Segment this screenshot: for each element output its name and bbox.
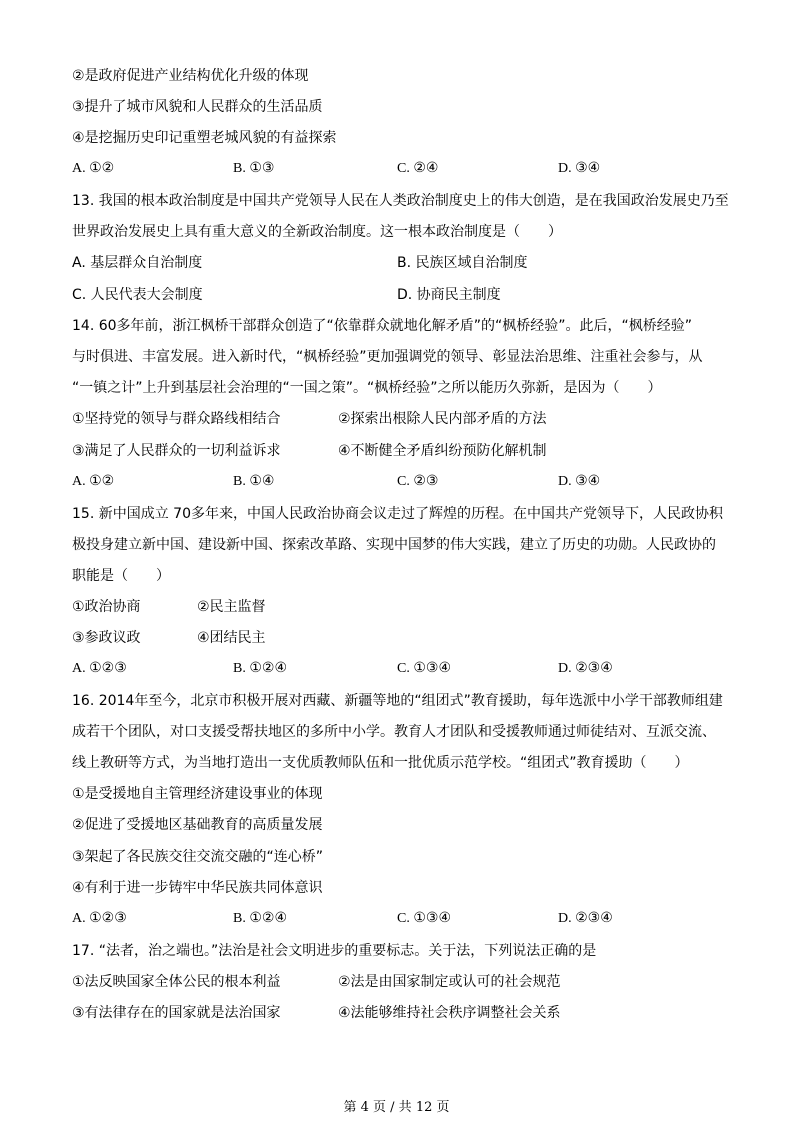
- option-d: D. ③④: [558, 161, 601, 176]
- statement: ②法是由国家制定或认可的社会规范: [338, 974, 561, 990]
- statement: ④是挖掘历史印记重塑老城风貌的有益探索: [72, 130, 337, 146]
- question-stem: 15. 新中国成立 70多年来，中国人民政治协商会议走过了辉煌的历程。在中国共产党领导下，人民政协积: [72, 506, 723, 522]
- statement: ②促进了受援地区基础教育的高质量发展: [72, 817, 323, 833]
- option-c: C. ②③: [397, 474, 439, 489]
- question-stem: 极投身建立新中国、建设新中国、探索改革路、实现中国梦的伟大实践，建立了历史的功勋。人民政协的: [72, 537, 716, 553]
- statement: ③提升了城市风貌和人民群众的生活品质: [72, 99, 323, 115]
- question-stem: 13. 我国的根本政治制度是中国共产党领导人民在人类政治制度史上的伟大创造，是在我国政治发展史乃至: [72, 193, 729, 209]
- statement: ①是受援地自主管理经济建设事业的体现: [72, 786, 323, 802]
- statement: ②是政府促进产业结构优化升级的体现: [72, 68, 309, 84]
- option-d: D. ②③④: [558, 911, 613, 926]
- option-b: B. ①②④: [233, 911, 287, 926]
- statement: ①坚持党的领导与群众路线相结合: [72, 411, 281, 427]
- question-stem: 14. 60多年前，浙江枫桥干部群众创造了“依靠群众就地化解矛盾”的“枫桥经验”。此后，“枫桥经验”: [72, 318, 693, 334]
- statement: ②探索出根除人民内部矛盾的方法: [338, 411, 547, 427]
- statement: ③参政议政: [72, 630, 141, 646]
- option-d: D. 协商民主制度: [397, 287, 501, 303]
- question-stem: 16. 2014年至今，北京市积极开展对西藏、新疆等地的“组团式”教育援助，每年选派中小学干部教师组建: [72, 693, 723, 709]
- statement: ④不断健全矛盾纠纷预防化解机制: [338, 443, 547, 459]
- statement: ③满足了人民群众的一切利益诉求: [72, 443, 281, 459]
- question-stem: 世界政治发展史上具有重大意义的全新政治制度。这一根本政治制度是（ ）: [72, 224, 562, 240]
- option-c: C. ②④: [397, 161, 439, 176]
- option-a: A. ①②: [72, 161, 115, 176]
- statement: ①政治协商: [72, 599, 141, 615]
- statement: ③有法律存在的国家就是法治国家: [72, 1005, 281, 1021]
- question-stem: 线上教研等方式，为当地打造出一支优质教师队伍和一批优质示范学校。“组团式”教育援助（ ）: [72, 755, 689, 771]
- option-b: B. ①②④: [233, 661, 287, 676]
- question-stem: 职能是（ ）: [72, 568, 170, 584]
- option-c: C. ①③④: [397, 661, 451, 676]
- option-d: D. ②③④: [558, 661, 613, 676]
- option-c: C. 人民代表大会制度: [72, 287, 203, 303]
- page-number: 第 4 页 / 共 12 页: [343, 1100, 450, 1115]
- option-b: B. ①④: [233, 474, 275, 489]
- option-a: A. ①②③: [72, 661, 127, 676]
- statement: ④法能够维持社会秩序调整社会关系: [338, 1005, 561, 1021]
- option-a: A. ①②③: [72, 911, 127, 926]
- option-b: B. 民族区域自治制度: [397, 255, 528, 271]
- statement: ④团结民主: [197, 630, 266, 646]
- statement: ①法反映国家全体公民的根本利益: [72, 974, 281, 990]
- question-stem: 成若干个团队，对口支援受帮扶地区的多所中小学。教育人才团队和受援教师通过师徒结对、互派交流、: [72, 724, 716, 740]
- question-stem: 与时俱进、丰富发展。进入新时代，“枫桥经验”更加强调党的领导、彰显法治思维、注重社会参与，从: [72, 349, 703, 365]
- statement: ③架起了各民族交往交流交融的“连心桥”: [72, 849, 324, 865]
- option-a: A. 基层群众自治制度: [72, 255, 203, 271]
- option-b: B. ①③: [233, 161, 275, 176]
- statement: ②民主监督: [197, 599, 266, 615]
- option-a: A. ①②: [72, 474, 115, 489]
- statement: ④有利于进一步铸牢中华民族共同体意识: [72, 880, 323, 896]
- question-stem: “一镇之计”上升到基层社会治理的“一国之策”。“枫桥经验”之所以能历久弥新，是因为（ ）: [72, 380, 662, 396]
- option-c: C. ①③④: [397, 911, 451, 926]
- option-d: D. ③④: [558, 474, 601, 489]
- question-stem: 17. “法者，治之端也。”法治是社会文明进步的重要标志。关于法，下列说法正确的是: [72, 943, 597, 959]
